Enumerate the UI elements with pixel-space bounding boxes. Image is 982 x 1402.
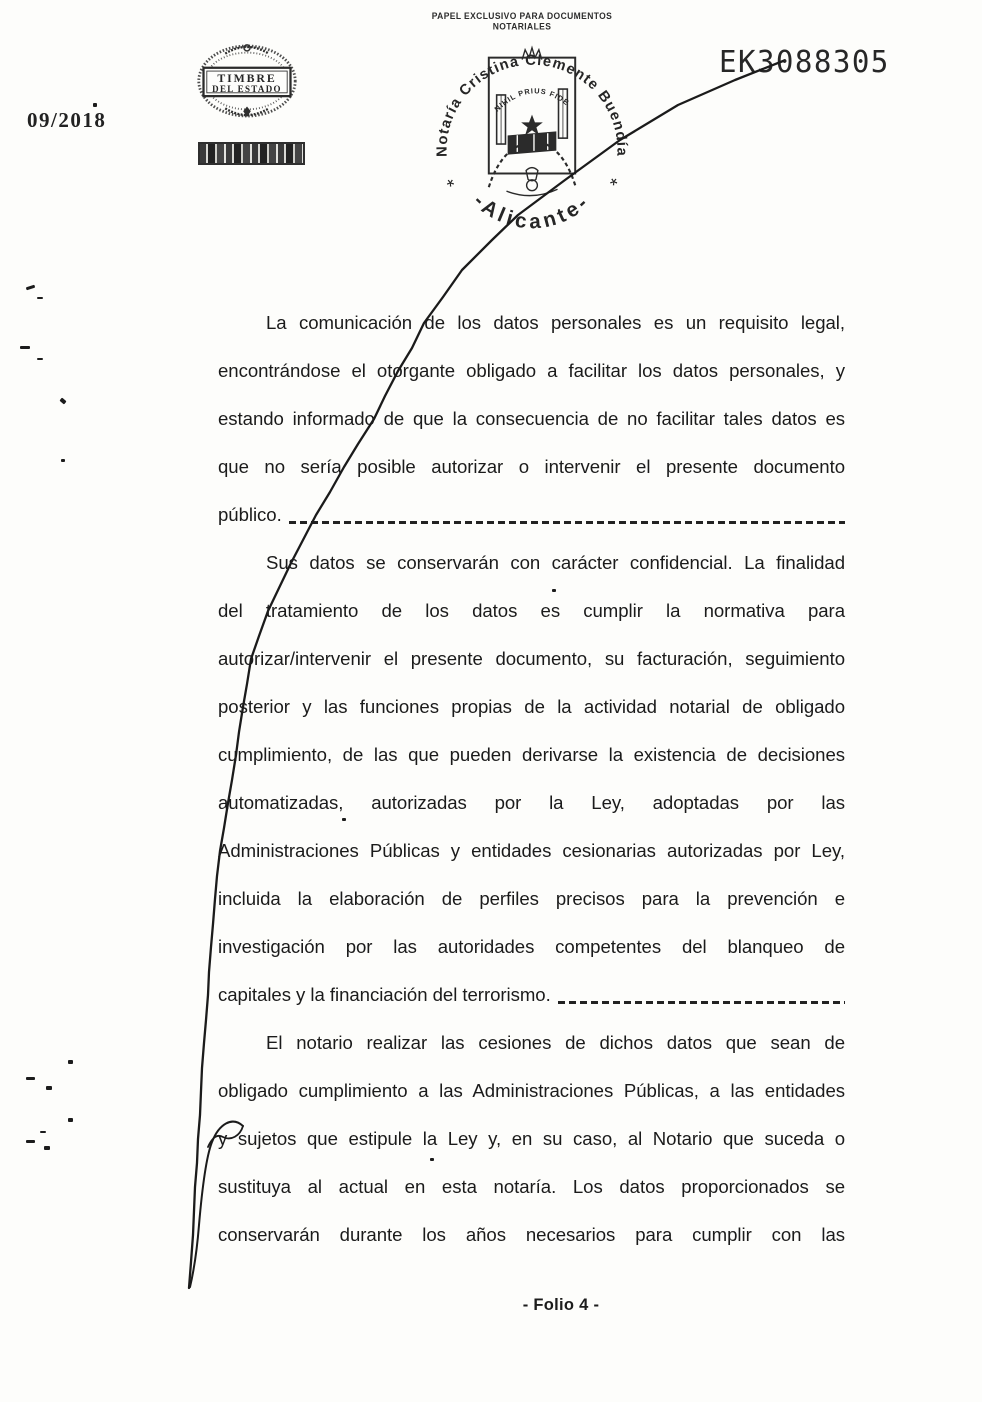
text-line: cumplimiento, de las que pueden derivarse la existencia de decisiones — [218, 744, 845, 765]
tax-stamp — [195, 41, 299, 126]
notary-seal-graphic — [424, 38, 640, 254]
seal-left-star: * — [442, 175, 463, 198]
seal-right-star: * — [601, 173, 622, 196]
ink-speck — [59, 398, 66, 405]
text-line: autorizar/intervenir el presente documento, su facturación, seguimiento — [218, 648, 845, 669]
text-line-content: público. — [218, 504, 282, 525]
tax-stamp-value-bar — [198, 142, 305, 165]
seal-motto-text: NIHIL PRIUS FIDE — [492, 86, 572, 114]
text-line: La comunicación de los datos personales es un requisito legal, — [266, 312, 845, 333]
text-line: que no sería posible autorizar o intervenir el presente documento — [218, 456, 845, 477]
tax-stamp-line1: TIMBRE — [217, 70, 277, 85]
tax-stamp-ornament — [195, 41, 299, 121]
tax-stamp-line2: DEL ESTADO — [212, 83, 282, 94]
text-line: estando informado de que la consecuencia de no facilitar tales datos es — [218, 408, 845, 429]
ink-speck — [26, 1140, 35, 1143]
text-line: del tratamiento de los datos es cumplir la normativa para — [218, 600, 845, 621]
ink-speck — [342, 818, 346, 821]
text-line: y sujetos que estipule la Ley y, en su caso, al Notario que suceda o — [218, 1128, 845, 1149]
ink-speck — [68, 1060, 73, 1064]
seal-arc-top-text: Notaría Cristina Clemente Buendía — [434, 52, 630, 158]
text-line: obligado cumplimiento a las Administraciones Públicas, a las entidades — [218, 1080, 845, 1101]
seal-arc-bottom-text: -Alicante- — [468, 189, 596, 234]
text-line: Administraciones Públicas y entidades cesionarias autorizadas por Ley, — [218, 840, 845, 861]
ink-speck — [430, 1158, 434, 1161]
ink-speck — [46, 1086, 52, 1090]
text-block — [218, 299, 845, 1259]
text-line: El notario realizar las cesiones de dichos datos que sean de — [266, 1032, 845, 1053]
ink-speck — [61, 459, 65, 462]
ink-speck — [26, 285, 35, 291]
text-line: incluida la elaboración de perfiles precisos para la prevención e — [218, 888, 845, 909]
ink-speck — [552, 589, 556, 592]
text-line-content: capitales y la financiación del terrorismo. — [218, 984, 551, 1005]
text-line: sustituya al actual en esta notaría. Los datos proporcionados se — [218, 1176, 845, 1197]
ink-speck — [20, 346, 30, 349]
dash-filler — [558, 1001, 845, 1004]
text-line: investigación por las autoridades competentes del blanqueo de — [218, 936, 845, 957]
dash-filler — [289, 521, 845, 524]
text-line — [218, 971, 845, 1019]
date-code: 09/2018 — [27, 108, 107, 132]
ink-speck — [93, 103, 97, 107]
ink-speck — [37, 358, 43, 360]
text-line: posterior y las funciones propias de la actividad notarial de obligado — [218, 696, 845, 717]
text-line: automatizadas, autorizadas por la Ley, adoptadas por las — [218, 792, 845, 813]
svg-text:NIHIL PRIUS FIDE — [492, 86, 571, 113]
ink-speck — [37, 297, 43, 299]
page-footer-folio: - Folio 4 - — [522, 1296, 600, 1314]
text-line — [218, 491, 845, 539]
ink-speck — [44, 1146, 50, 1150]
text-line: encontrándose el otorgante obligado a facilitar los datos personales, y — [218, 360, 845, 381]
ink-speck — [26, 1077, 35, 1080]
ink-speck — [68, 1118, 73, 1122]
notary-seal — [424, 38, 640, 259]
paper-header-notice: PAPEL EXCLUSIVO PARA DOCUMENTOS NOTARIALES — [431, 10, 613, 32]
serial-number: EK3088305 — [719, 45, 890, 80]
ink-speck — [40, 1131, 46, 1133]
text-line: Sus datos se conservarán con carácter confidencial. La finalidad — [266, 552, 845, 573]
text-line: conservarán durante los años necesarios para cumplir con las — [218, 1224, 845, 1245]
